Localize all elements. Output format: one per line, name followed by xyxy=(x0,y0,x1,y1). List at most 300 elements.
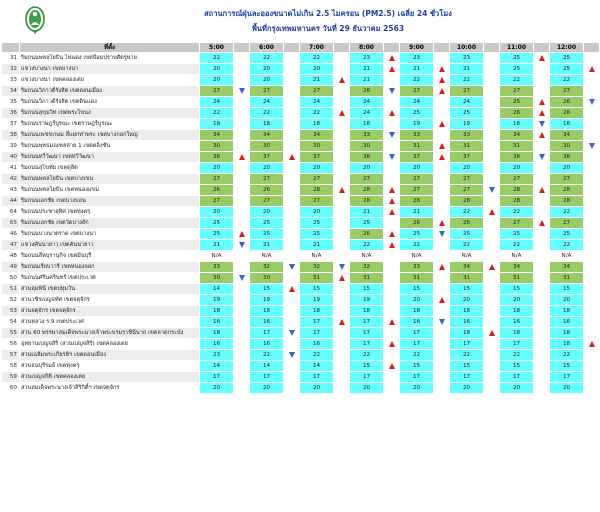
pm25-value: 27 xyxy=(200,86,234,97)
table-body xyxy=(2,53,600,394)
pm25-value: 24 xyxy=(350,108,384,119)
trend-cell xyxy=(484,328,500,339)
trend-down-icon xyxy=(589,143,595,149)
trend-cell-empty xyxy=(484,295,500,306)
trend-cell xyxy=(434,218,450,229)
pm25-value: 37 xyxy=(400,152,434,163)
pm25-value: 19 xyxy=(250,295,284,306)
pm25-value: 27 xyxy=(300,86,334,97)
station-name: สวนเฉลิมพระเกียรติฯ เขตดอนเมือง xyxy=(20,350,200,361)
time-header: 10:00 xyxy=(450,43,484,53)
trend-cell-empty xyxy=(584,295,600,306)
pm25-value: 27 xyxy=(300,196,334,207)
trend-down-icon xyxy=(489,187,495,193)
trend-cell-empty xyxy=(584,108,600,119)
trend-cell-empty xyxy=(234,174,250,185)
trend-cell-empty xyxy=(534,350,550,361)
trend-cell xyxy=(284,152,300,163)
trend-up-icon xyxy=(239,154,245,160)
pm25-value: 31 xyxy=(400,141,434,152)
pm25-value: 20 xyxy=(350,163,384,174)
pm25-value: N/A xyxy=(550,251,584,262)
station-number: 51 xyxy=(2,284,20,295)
trend-cell-empty xyxy=(234,53,250,64)
pm25-value: 34 xyxy=(500,262,534,273)
trend-cell-empty xyxy=(234,75,250,86)
trend-cell-empty xyxy=(334,119,350,130)
pm25-value: 37 xyxy=(250,152,284,163)
pm25-value: 22 xyxy=(500,75,534,86)
trend-cell-empty xyxy=(534,284,550,295)
pm25-value: 37 xyxy=(300,152,334,163)
pm25-value: 30 xyxy=(350,141,384,152)
trend-down-icon xyxy=(239,275,245,281)
pm25-value: 28 xyxy=(500,196,534,207)
pm25-value: 28 xyxy=(450,196,484,207)
pm25-value: 17 xyxy=(500,372,534,383)
trend-cell-empty xyxy=(534,240,550,251)
pm25-value: 18 xyxy=(550,339,584,350)
trend-cell-empty xyxy=(334,207,350,218)
pm25-value: 34 xyxy=(200,130,234,141)
pm25-value: 25 xyxy=(250,229,284,240)
pm25-value: N/A xyxy=(500,251,534,262)
pm25-value: 22 xyxy=(550,207,584,218)
station-name: ริมถนนบางนาตราด เขตบางนา xyxy=(20,229,200,240)
pm25-value: 25 xyxy=(550,64,584,75)
pm25-value: 15 xyxy=(500,284,534,295)
trend-cell-empty xyxy=(234,97,250,108)
station-name: ริมถนนประชาอุทิศ เขตทุ่งครุ xyxy=(20,207,200,218)
trend-cell-empty xyxy=(234,141,250,152)
trend-cell-empty xyxy=(234,383,250,394)
trend-cell xyxy=(384,86,400,97)
trend-cell xyxy=(234,86,250,97)
trend-cell-empty xyxy=(534,141,550,152)
pm25-value: 16 xyxy=(550,317,584,328)
time-header: 11:00 xyxy=(500,43,534,53)
trend-cell-empty xyxy=(484,339,500,350)
pm25-value: 24 xyxy=(250,97,284,108)
pm25-value: 16 xyxy=(450,317,484,328)
trend-cell xyxy=(584,64,600,75)
trend-cell-empty xyxy=(584,383,600,394)
station-number: 34 xyxy=(2,86,20,97)
trend-up-icon xyxy=(339,77,345,83)
table-row xyxy=(2,350,600,361)
table-row xyxy=(2,229,600,240)
pm25-value: 28 xyxy=(500,185,534,196)
trend-down-icon xyxy=(289,330,295,336)
pm25-value: 17 xyxy=(400,328,434,339)
pm25-value: 15 xyxy=(350,361,384,372)
station-name: สวนลุมพินี เขตปทุมวัน xyxy=(20,284,200,295)
station-number: 65 xyxy=(2,218,20,229)
trend-cell-empty xyxy=(584,229,600,240)
station-number: 55 xyxy=(2,328,20,339)
pm25-value: 19 xyxy=(200,295,234,306)
pm25-value: 30 xyxy=(250,273,284,284)
table-row xyxy=(2,328,600,339)
trend-cell-empty xyxy=(584,284,600,295)
trend-cell-empty xyxy=(284,251,300,262)
pm25-value: 30 xyxy=(200,141,234,152)
trend-cell xyxy=(534,185,550,196)
pm25-value: 36 xyxy=(350,152,384,163)
trend-cell-empty xyxy=(584,372,600,383)
station-number: 49 xyxy=(2,262,20,273)
pm25-value: 16 xyxy=(400,317,434,328)
station-number: 41 xyxy=(2,163,20,174)
pm25-value: 34 xyxy=(250,130,284,141)
pm25-value: 22 xyxy=(300,53,334,64)
pm25-value: 25 xyxy=(350,218,384,229)
pm25-value: 22 xyxy=(450,207,484,218)
pm25-value: 18 xyxy=(500,306,534,317)
bma-logo-icon xyxy=(24,5,46,35)
trend-cell-empty xyxy=(484,108,500,119)
trend-cell-empty xyxy=(434,53,450,64)
trend-cell-empty xyxy=(534,64,550,75)
pm25-value: 17 xyxy=(250,328,284,339)
trend-cell-empty xyxy=(434,130,450,141)
pm25-value: 22 xyxy=(250,350,284,361)
pm25-value: 34 xyxy=(450,262,484,273)
trend-cell-empty xyxy=(434,196,450,207)
pm25-value: 17 xyxy=(350,372,384,383)
trend-cell-empty xyxy=(484,75,500,86)
pm25-value: 30 xyxy=(200,273,234,284)
trend-cell-empty xyxy=(334,284,350,295)
station-number: 31 xyxy=(2,53,20,64)
trend-cell-empty xyxy=(334,328,350,339)
trend-down-icon xyxy=(289,264,295,270)
pm25-value: 31 xyxy=(500,141,534,152)
station-name: ริมถนนทวีวัฒนา เขตทวีวัฒนา xyxy=(20,152,200,163)
pm25-value: 14 xyxy=(200,361,234,372)
trend-up-icon xyxy=(289,154,295,160)
trend-cell-empty xyxy=(284,119,300,130)
trend-cell-empty xyxy=(484,383,500,394)
trend-up-icon xyxy=(539,132,545,138)
pm25-value: 22 xyxy=(450,240,484,251)
pm25-value: 17 xyxy=(450,372,484,383)
pm25-value: 26 xyxy=(200,185,234,196)
trend-cell xyxy=(434,229,450,240)
trend-cell xyxy=(534,108,550,119)
trend-cell xyxy=(334,108,350,119)
trend-up-icon xyxy=(439,77,445,83)
trend-cell xyxy=(384,152,400,163)
pm25-value: 20 xyxy=(300,64,334,75)
station-number: 64 xyxy=(2,207,20,218)
station-name: ริมถนนพหลโยธิน ไฟแดง เขตป้อมปราบศัตรูพ่าย xyxy=(20,53,200,64)
table-row xyxy=(2,185,600,196)
trend-cell-empty xyxy=(484,229,500,240)
pm25-value: 20 xyxy=(500,295,534,306)
pm25-value: 30 xyxy=(550,141,584,152)
pm25-value: 18 xyxy=(550,306,584,317)
trend-cell xyxy=(384,185,400,196)
trend-cell xyxy=(234,240,250,251)
table-row xyxy=(2,174,600,185)
trend-cell xyxy=(434,141,450,152)
pm25-value: 28 xyxy=(550,185,584,196)
trend-cell-empty xyxy=(284,317,300,328)
station-name: แขวงบางนา เขตคลองเตย xyxy=(20,75,200,86)
trend-cell-empty xyxy=(384,350,400,361)
pm25-value: N/A xyxy=(250,251,284,262)
pm25-value: 24 xyxy=(200,97,234,108)
trend-cell-empty xyxy=(584,174,600,185)
trend-cell-empty xyxy=(584,86,600,97)
station-number: 43 xyxy=(2,185,20,196)
pm25-value: 21 xyxy=(350,64,384,75)
pm25-value: 32 xyxy=(300,262,334,273)
trend-cell-empty xyxy=(434,350,450,361)
trend-cell xyxy=(334,75,350,86)
trend-cell-empty xyxy=(284,207,300,218)
station-number: 56 xyxy=(2,339,20,350)
pm25-value: 17 xyxy=(500,339,534,350)
trend-cell-empty xyxy=(484,240,500,251)
station-name: ริมถนนศรีนครินทร์ เขตประเวศ xyxy=(20,273,200,284)
pm25-value: 26 xyxy=(550,108,584,119)
pm25-value: 18 xyxy=(300,119,334,130)
trend-cell xyxy=(434,262,450,273)
trend-cell-empty xyxy=(484,317,500,328)
station-name: ริมถนนพุทธมณฑลสาย 1 เขตตลิ่งชัน xyxy=(20,141,200,152)
trend-down-icon xyxy=(589,99,595,105)
pm25-value: 25 xyxy=(450,108,484,119)
trend-cell-empty xyxy=(334,218,350,229)
trend-up-icon xyxy=(339,187,345,193)
station-name: ริมถนนสีหบุรานุกิจ เขตมีนบุรี xyxy=(20,251,200,262)
station-number: 50 xyxy=(2,273,20,284)
pm25-value: 24 xyxy=(350,97,384,108)
station-name: ริมถนนสุขุมวิท เขตพระโขนง xyxy=(20,108,200,119)
pm25-value: 17 xyxy=(400,372,434,383)
trend-cell-empty xyxy=(234,306,250,317)
trend-cell-empty xyxy=(384,97,400,108)
pm25-value: N/A xyxy=(400,251,434,262)
pm25-value: 19 xyxy=(400,119,434,130)
trend-cell-empty xyxy=(234,361,250,372)
pm25-value: 22 xyxy=(300,350,334,361)
pm25-value: N/A xyxy=(450,251,484,262)
trend-cell xyxy=(234,229,250,240)
pm25-value: 17 xyxy=(300,328,334,339)
trend-up-icon xyxy=(389,187,395,193)
pm25-value: 27 xyxy=(500,218,534,229)
trend-cell-empty xyxy=(384,75,400,86)
pm25-value: 26 xyxy=(500,108,534,119)
trend-up-icon xyxy=(589,66,595,72)
pm25-value: 23 xyxy=(350,53,384,64)
trend-down-icon xyxy=(389,154,395,160)
pm25-value: 33 xyxy=(400,130,434,141)
pm25-value: 18 xyxy=(450,328,484,339)
trend-cell-empty xyxy=(384,273,400,284)
time-header: 12:00 xyxy=(550,43,584,53)
trend-cell-empty xyxy=(434,372,450,383)
trend-cell-empty xyxy=(284,229,300,240)
station-name: สวนเบญจกิติ เขตคลองเตย xyxy=(20,372,200,383)
trend-cell xyxy=(334,185,350,196)
trend-cell xyxy=(384,64,400,75)
site-header: ที่ตั้ง xyxy=(20,43,200,53)
station-name: สวนหลวง ร.9 เขตประเวศ xyxy=(20,317,200,328)
page-subtitle: พื้นที่กรุงเทพมหานคร วันที่ 29 ธันวาคม 2563 xyxy=(251,24,405,33)
trend-cell xyxy=(334,317,350,328)
trend-cell-empty xyxy=(384,383,400,394)
station-number: 42 xyxy=(2,174,20,185)
trend-cell-empty xyxy=(434,185,450,196)
station-number: 44 xyxy=(2,196,20,207)
trend-cell xyxy=(534,152,550,163)
pm25-value: 34 xyxy=(300,130,334,141)
trend-cell xyxy=(384,196,400,207)
trend-cell-empty xyxy=(534,306,550,317)
pm25-value: 28 xyxy=(550,196,584,207)
pm25-value: 33 xyxy=(450,130,484,141)
station-number: 32 xyxy=(2,64,20,75)
trend-cell-empty xyxy=(534,229,550,240)
trend-up-icon xyxy=(389,198,395,204)
trend-cell-empty xyxy=(584,196,600,207)
pm25-value: 20 xyxy=(350,383,384,394)
station-name: ริมถนนวิภาวดีรังสิต เขตดินแดง xyxy=(20,97,200,108)
pm25-value: 21 xyxy=(200,240,234,251)
pm25-value: 22 xyxy=(200,108,234,119)
trend-cell-empty xyxy=(334,240,350,251)
pm25-value: 18 xyxy=(200,306,234,317)
trend-cell-empty xyxy=(284,372,300,383)
pm25-value: 24 xyxy=(450,97,484,108)
time-header: 9:00 xyxy=(400,43,434,53)
pm25-value: 19 xyxy=(300,295,334,306)
table-row xyxy=(2,130,600,141)
pm25-value: 20 xyxy=(200,75,234,86)
trend-cell-empty xyxy=(584,185,600,196)
pm25-value: 16 xyxy=(250,317,284,328)
pm25-value: 31 xyxy=(400,273,434,284)
station-number: 48 xyxy=(2,251,20,262)
station-number: 47 xyxy=(2,240,20,251)
pm25-value: 22 xyxy=(350,350,384,361)
pm25-value: 15 xyxy=(550,361,584,372)
trend-up-icon xyxy=(389,55,395,61)
pm25-value: 28 xyxy=(300,185,334,196)
trend-cell-empty xyxy=(284,196,300,207)
pm25-value: 21 xyxy=(400,64,434,75)
pm25-value: 22 xyxy=(500,350,534,361)
trend-cell-empty xyxy=(384,295,400,306)
trend-cell xyxy=(234,152,250,163)
trend-up-icon xyxy=(289,286,295,292)
trend-cell-empty xyxy=(584,328,600,339)
station-number: 58 xyxy=(2,361,20,372)
trend-cell-empty xyxy=(534,251,550,262)
pm25-value: 25 xyxy=(200,218,234,229)
trend-cell xyxy=(534,130,550,141)
pm25-value: 20 xyxy=(550,383,584,394)
trend-cell-empty xyxy=(334,251,350,262)
trend-cell xyxy=(284,328,300,339)
trend-cell-empty xyxy=(234,372,250,383)
table-row xyxy=(2,339,600,350)
pm25-value: 27 xyxy=(500,174,534,185)
trend-cell-empty xyxy=(284,75,300,86)
trend-cell-empty xyxy=(284,141,300,152)
trend-down-icon xyxy=(339,264,345,270)
trend-up-icon xyxy=(539,99,545,105)
pm25-value: 26 xyxy=(350,229,384,240)
trend-cell-empty xyxy=(234,339,250,350)
station-name: ริมถนนสุโขทัย เขตดุสิต xyxy=(20,163,200,174)
trend-cell-empty xyxy=(484,130,500,141)
pm25-value: 15 xyxy=(350,284,384,295)
trend-cell-empty xyxy=(534,317,550,328)
trend-up-icon xyxy=(539,220,545,226)
pm25-value: 20 xyxy=(250,383,284,394)
trend-cell-empty xyxy=(334,196,350,207)
pm25-value: 26 xyxy=(400,218,434,229)
trend-cell xyxy=(234,273,250,284)
trend-cell-empty xyxy=(484,53,500,64)
pm25-value: 28 xyxy=(350,185,384,196)
trend-cell xyxy=(284,262,300,273)
trend-up-icon xyxy=(439,220,445,226)
pm25-value: 22 xyxy=(400,75,434,86)
station-name: แขวงบางนา เขตบางนา xyxy=(20,64,200,75)
trend-down-icon xyxy=(389,132,395,138)
pm25-value: 22 xyxy=(250,108,284,119)
trend-cell-empty xyxy=(284,174,300,185)
trend-cell-empty xyxy=(584,75,600,86)
station-name: สวนสมเด็จพระนางเจ้าสิริกิติ์ฯ เขตจตุจักร xyxy=(20,383,200,394)
pm25-value: N/A xyxy=(200,251,234,262)
station-number: 52 xyxy=(2,295,20,306)
trend-cell-empty xyxy=(434,108,450,119)
trend-cell-empty xyxy=(434,361,450,372)
pm25-value: 20 xyxy=(300,163,334,174)
trend-cell xyxy=(284,350,300,361)
table-row xyxy=(2,262,600,273)
time-header: 6:00 xyxy=(250,43,284,53)
trend-cell xyxy=(434,119,450,130)
trend-cell xyxy=(584,339,600,350)
trend-up-icon xyxy=(239,231,245,237)
pm25-value: 18 xyxy=(350,306,384,317)
pm25-value: 25 xyxy=(500,53,534,64)
trend-cell-empty xyxy=(334,339,350,350)
station-number: 57 xyxy=(2,350,20,361)
trend-cell-empty xyxy=(334,130,350,141)
station-name: แขวงคันนายาว เขตคันนายาว xyxy=(20,240,200,251)
trend-cell-empty xyxy=(434,97,450,108)
pm25-value: 17 xyxy=(300,372,334,383)
trend-cell-empty xyxy=(234,251,250,262)
trend-cell-empty xyxy=(534,86,550,97)
trend-cell-empty xyxy=(334,53,350,64)
table-row xyxy=(2,306,600,317)
trend-up-icon xyxy=(439,121,445,127)
trend-cell-empty xyxy=(534,262,550,273)
pm25-value: 20 xyxy=(300,207,334,218)
pm25-value: 18 xyxy=(550,119,584,130)
trend-cell xyxy=(584,97,600,108)
